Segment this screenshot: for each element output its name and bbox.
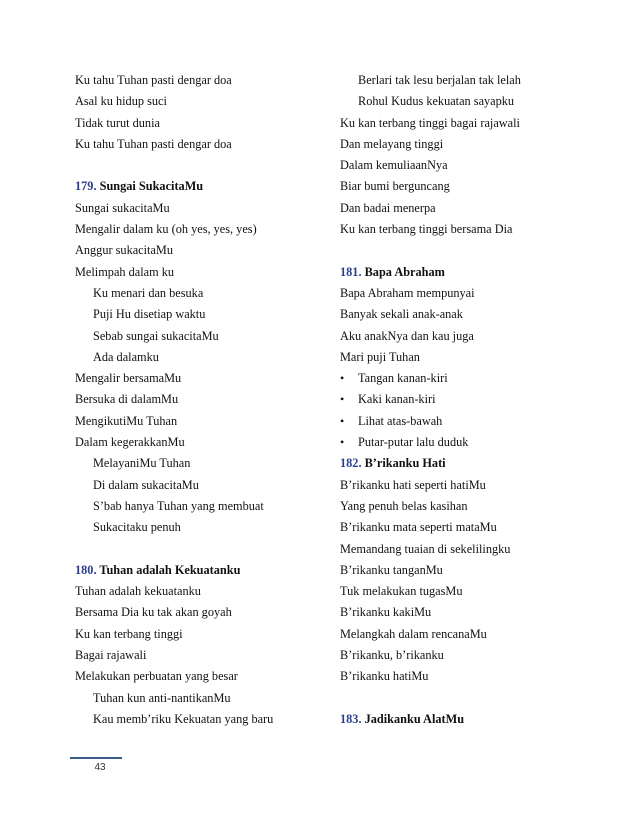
- bullet-line: [340, 411, 600, 432]
- lyric-line: Ada dalamku: [93, 349, 159, 364]
- lyric-line: Mengalir bersamaMu: [75, 371, 182, 386]
- bullet-line: [340, 432, 600, 453]
- bullet-line: [340, 389, 600, 410]
- spacer: [340, 688, 600, 709]
- song-heading: [75, 176, 325, 197]
- lyric-line: Ku kan terbang tinggi bersama Dia: [340, 222, 513, 237]
- spacer: [340, 240, 600, 261]
- lyric-line: B’rikanku tanganMu: [340, 562, 443, 577]
- lyric-line: Melakukan perbuatan yang besar: [75, 669, 238, 684]
- lyric-text: Lihat atas-bawah: [358, 413, 443, 428]
- lyric-line: Yang penuh belas kasihan: [340, 498, 468, 513]
- lyric-line: Mari puji Tuhan: [340, 349, 420, 364]
- lyric-line: Melangkah dalam rencanaMu: [340, 626, 487, 641]
- lyric-line: Ku menari dan besuka: [93, 285, 204, 300]
- lyric-line: Banyak sekali anak-anak: [340, 307, 463, 322]
- lyric-line: MelayaniMu Tuhan: [93, 456, 191, 471]
- lyric-line: Mengalir dalam ku (oh yes, yes, yes): [75, 222, 257, 237]
- right-column: [340, 70, 600, 730]
- song-title: Sungai SukacitaMu: [99, 179, 204, 194]
- lyric-line: Tuk melakukan tugasMu: [340, 584, 463, 599]
- lyric-line: S’bab hanya Tuhan yang membuat: [93, 498, 264, 513]
- lyric-line: Dalam kemuliaanNya: [340, 158, 448, 173]
- lyric-line: Biar bumi berguncang: [340, 179, 450, 194]
- lyric-line: Sungai sukacitaMu: [75, 200, 170, 215]
- lyric-line: Dan melayang tinggi: [340, 136, 444, 151]
- lyric-line: Melimpah dalam ku: [75, 264, 175, 279]
- lyric-line: Rohul Kudus kekuatan sayapku: [358, 94, 515, 109]
- lyric-line: Ku tahu Tuhan pasti dengar doa: [75, 136, 232, 151]
- bullet-line: [340, 368, 600, 389]
- footer-rule: [70, 757, 122, 759]
- lyric-line: Tuhan adalah kekuatanku: [75, 584, 201, 599]
- lyric-line: Memandang tuaian di sekelilingku: [340, 541, 511, 556]
- lyric-line: Puji Hu disetiap waktu: [93, 307, 206, 322]
- song-heading: [340, 453, 600, 474]
- song-number: 179.: [75, 179, 97, 194]
- song-title: Tuhan adalah Kekuatanku: [99, 562, 241, 577]
- left-column: [75, 70, 325, 730]
- lyric-line: Tidak turut dunia: [75, 115, 160, 130]
- lyric-line: Asal ku hidup suci: [75, 94, 167, 109]
- lyric-line: Dalam kegerakkanMu: [75, 435, 185, 450]
- song-number: 183.: [340, 711, 362, 726]
- lyric-line: Bapa Abraham mempunyai: [340, 285, 475, 300]
- lyric-line: Berlari tak lesu berjalan tak lelah: [358, 73, 521, 87]
- bullet-icon: •: [340, 371, 345, 386]
- lyric-line: Bersama Dia ku tak akan goyah: [75, 605, 232, 620]
- spacer: [75, 539, 325, 560]
- song-title: Bapa Abraham: [364, 264, 445, 279]
- lyric-text: Tangan kanan-kiri: [358, 371, 448, 386]
- lyric-text: Putar-putar lalu duduk: [358, 435, 469, 450]
- lyric-line: B’rikanku mata seperti mataMu: [340, 520, 497, 535]
- lyric-line: Di dalam sukacitaMu: [93, 477, 199, 492]
- lyric-line: Tuhan kun anti-nantikanMu: [93, 690, 231, 705]
- lyric-line: Anggur sukacitaMu: [75, 243, 174, 258]
- song-heading: [75, 560, 325, 581]
- song-heading: [340, 709, 600, 730]
- lyric-line: Ku tahu Tuhan pasti dengar doa: [75, 73, 232, 87]
- lyric-line: B’rikanku hati seperti hatiMu: [340, 477, 486, 492]
- song-heading: [340, 262, 600, 283]
- lyric-line: Aku anakNya dan kau juga: [340, 328, 474, 343]
- lyric-line: Sebab sungai sukacitaMu: [93, 328, 219, 343]
- song-number: 182.: [340, 456, 362, 471]
- song-number: 180.: [75, 562, 97, 577]
- song-title: Jadikanku AlatMu: [364, 711, 465, 726]
- lyric-line: MengikutiMu Tuhan: [75, 413, 178, 428]
- lyric-line: Sukacitaku penuh: [93, 520, 181, 535]
- page-number: 43: [94, 762, 106, 773]
- lyric-line: Ku kan terbang tinggi: [75, 626, 183, 641]
- lyric-line: B’rikanku hatiMu: [340, 669, 429, 684]
- lyric-line: Dan badai menerpa: [340, 200, 436, 215]
- lyric-text: Kaki kanan-kiri: [358, 392, 436, 407]
- bullet-icon: •: [340, 413, 345, 428]
- bullet-icon: •: [340, 392, 345, 407]
- bullet-icon: •: [340, 435, 345, 450]
- song-number: 181.: [340, 264, 362, 279]
- song-title: B’rikanku Hati: [364, 456, 446, 471]
- lyric-line: Kau memb’riku Kekuatan yang baru: [93, 711, 274, 726]
- lyric-line: B’rikanku, b’rikanku: [340, 648, 444, 663]
- lyric-line: Bersuka di dalamMu: [75, 392, 179, 407]
- spacer: [75, 155, 325, 176]
- lyric-line: B’rikanku kakiMu: [340, 605, 432, 620]
- lyric-line: Bagai rajawali: [75, 648, 147, 663]
- lyric-line: Ku kan terbang tinggi bagai rajawali: [340, 115, 520, 130]
